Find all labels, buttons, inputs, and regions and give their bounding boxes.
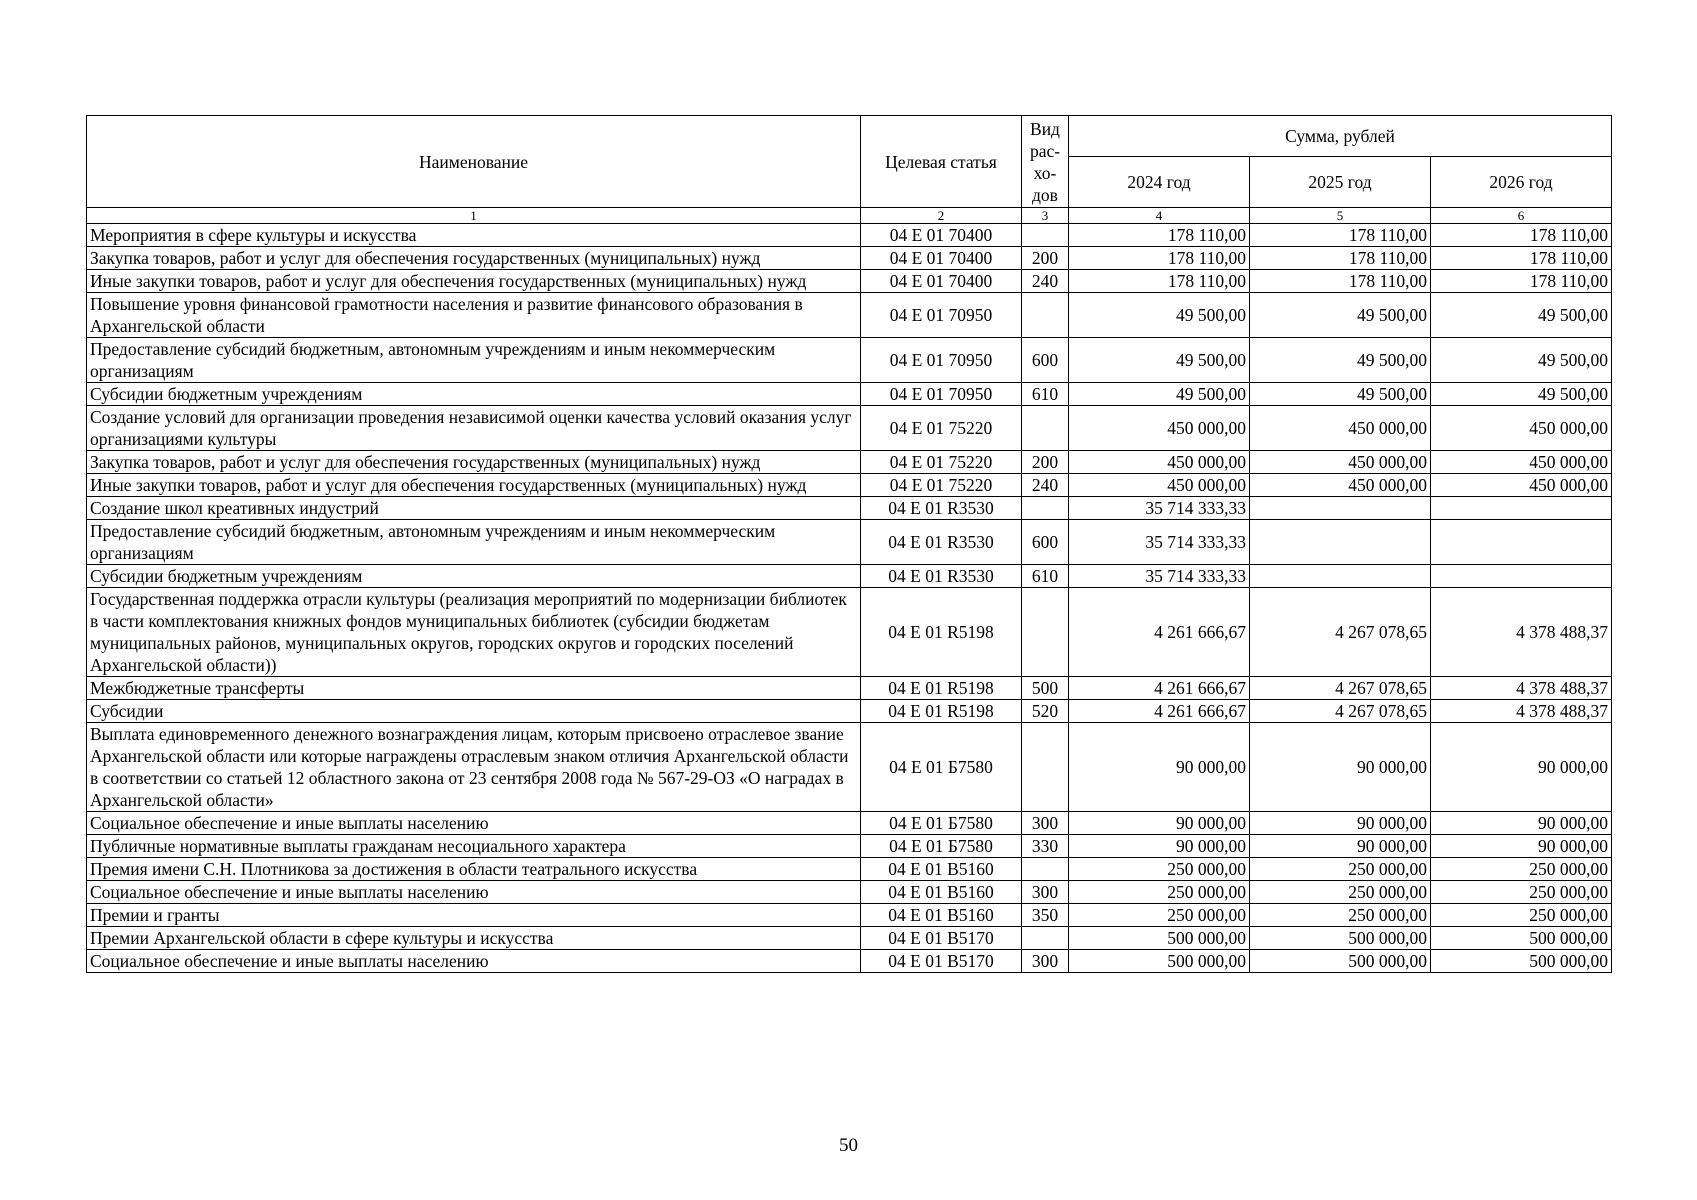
- row-expense-type: [1022, 406, 1069, 451]
- row-name: Создание школ креативных индустрий: [87, 497, 861, 520]
- row-amount-2026: 450 000,00: [1431, 406, 1612, 451]
- header-year-2024: 2024 год: [1069, 157, 1250, 208]
- row-amount-2026: [1431, 520, 1612, 565]
- row-name: Социальное обеспечение и иные выплаты населению: [87, 950, 861, 973]
- column-number-row: [87, 208, 1612, 224]
- table-row: [87, 293, 1612, 338]
- row-amount-2026: 90 000,00: [1431, 723, 1612, 812]
- row-amount-2024: 450 000,00: [1069, 474, 1250, 497]
- row-name: Создание условий для организации проведения независимой оценки качества условий оказания услуг организациями культуры: [87, 406, 861, 451]
- row-target-article: 04 Е 01 R5198: [861, 700, 1022, 723]
- table-row: [87, 270, 1612, 293]
- row-amount-2026: 450 000,00: [1431, 474, 1612, 497]
- row-amount-2024: 35 714 333,33: [1069, 497, 1250, 520]
- table-row: [87, 224, 1612, 247]
- row-amount-2025: [1250, 497, 1431, 520]
- row-expense-type: 610: [1022, 565, 1069, 588]
- row-amount-2024: 49 500,00: [1069, 293, 1250, 338]
- row-amount-2026: 49 500,00: [1431, 383, 1612, 406]
- row-name: Государственная поддержка отрасли культуры (реализация мероприятий по модернизации библиотек в части комплектования книжных фондов муниципальных библиотек (субсидии бюджетам муниципальных районов, муниципальных округов, городских округов и городских поселений Архангельской области)): [87, 588, 861, 677]
- row-name: Премия имени С.Н. Плотникова за достижения в области театрального искусства: [87, 858, 861, 881]
- table-row: [87, 927, 1612, 950]
- row-amount-2026: [1431, 565, 1612, 588]
- header-year-2026: 2026 год: [1431, 157, 1612, 208]
- row-expense-type: 520: [1022, 700, 1069, 723]
- row-amount-2026: 178 110,00: [1431, 247, 1612, 270]
- header-expense-type-line: Вид: [1030, 118, 1060, 139]
- row-amount-2025: 250 000,00: [1250, 904, 1431, 927]
- row-amount-2026: [1431, 497, 1612, 520]
- row-amount-2025: 450 000,00: [1250, 451, 1431, 474]
- table-row: [87, 950, 1612, 973]
- row-amount-2024: 35 714 333,33: [1069, 520, 1250, 565]
- column-number: 6: [1431, 208, 1612, 224]
- row-expense-type: [1022, 927, 1069, 950]
- table-row: [87, 881, 1612, 904]
- row-expense-type: 600: [1022, 338, 1069, 383]
- row-amount-2024: 90 000,00: [1069, 723, 1250, 812]
- row-target-article: 04 Е 01 В5160: [861, 858, 1022, 881]
- table-row: [87, 858, 1612, 881]
- header-expense-type-line: хо-: [1033, 162, 1057, 183]
- table-row: [87, 247, 1612, 270]
- row-amount-2026: 250 000,00: [1431, 858, 1612, 881]
- row-target-article: 04 Е 01 75220: [861, 451, 1022, 474]
- row-amount-2024: 4 261 666,67: [1069, 677, 1250, 700]
- row-amount-2024: 49 500,00: [1069, 383, 1250, 406]
- row-name: Социальное обеспечение и иные выплаты населению: [87, 881, 861, 904]
- row-name: Выплата единовременного денежного вознаграждения лицам, которым присвоено отраслевое звание Архангельской области или которые награждены отраслевым знаком отличия Архангельской области в соответствии со статьей 12 областного закона от 23 сентября 2008 года № 567-29-ОЗ «О наградах в Архангельской области»: [87, 723, 861, 812]
- row-expense-type: 350: [1022, 904, 1069, 927]
- page-number: 50: [839, 1135, 858, 1156]
- table-row: [87, 723, 1612, 812]
- row-target-article: 04 Е 01 R3530: [861, 565, 1022, 588]
- row-amount-2024: 35 714 333,33: [1069, 565, 1250, 588]
- row-amount-2024: 250 000,00: [1069, 904, 1250, 927]
- column-number: 1: [87, 208, 861, 224]
- row-amount-2024: 90 000,00: [1069, 812, 1250, 835]
- row-name: Премии Архангельской области в сфере культуры и искусства: [87, 927, 861, 950]
- row-target-article: 04 Е 01 70400: [861, 270, 1022, 293]
- row-amount-2024: 250 000,00: [1069, 881, 1250, 904]
- row-amount-2025: 178 110,00: [1250, 247, 1431, 270]
- row-amount-2025: 178 110,00: [1250, 224, 1431, 247]
- row-target-article: 04 Е 01 R5198: [861, 588, 1022, 677]
- table-row: [87, 588, 1612, 677]
- row-amount-2024: 450 000,00: [1069, 406, 1250, 451]
- row-amount-2026: 4 378 488,37: [1431, 677, 1612, 700]
- row-amount-2025: [1250, 520, 1431, 565]
- row-amount-2024: 500 000,00: [1069, 950, 1250, 973]
- row-name: Закупка товаров, работ и услуг для обеспечения государственных (муниципальных) нужд: [87, 247, 861, 270]
- row-target-article: 04 Е 01 70400: [861, 247, 1022, 270]
- row-target-article: 04 Е 01 70400: [861, 224, 1022, 247]
- row-amount-2024: 4 261 666,67: [1069, 700, 1250, 723]
- row-name: Субсидии: [87, 700, 861, 723]
- header-expense-type-line: рас-: [1029, 140, 1061, 161]
- row-amount-2024: 178 110,00: [1069, 270, 1250, 293]
- row-amount-2024: 178 110,00: [1069, 247, 1250, 270]
- row-expense-type: 300: [1022, 812, 1069, 835]
- table-row: [87, 406, 1612, 451]
- row-expense-type: 200: [1022, 247, 1069, 270]
- row-target-article: 04 Е 01 В5160: [861, 881, 1022, 904]
- row-amount-2025: 90 000,00: [1250, 812, 1431, 835]
- row-amount-2024: 250 000,00: [1069, 858, 1250, 881]
- row-name: Предоставление субсидий бюджетным, автономным учреждениям и иным некоммерческим организациям: [87, 520, 861, 565]
- row-amount-2025: 4 267 078,65: [1250, 700, 1431, 723]
- header-name: Наименование: [87, 116, 861, 208]
- row-amount-2024: 49 500,00: [1069, 338, 1250, 383]
- row-amount-2024: 450 000,00: [1069, 451, 1250, 474]
- row-target-article: 04 Е 01 75220: [861, 406, 1022, 451]
- row-expense-type: 500: [1022, 677, 1069, 700]
- row-target-article: 04 Е 01 В5170: [861, 950, 1022, 973]
- row-amount-2025: 90 000,00: [1250, 835, 1431, 858]
- row-expense-type: [1022, 224, 1069, 247]
- row-target-article: 04 Е 01 R3530: [861, 497, 1022, 520]
- header-year-2025: 2025 год: [1250, 157, 1431, 208]
- table-row: [87, 520, 1612, 565]
- table-row: [87, 565, 1612, 588]
- row-amount-2026: 450 000,00: [1431, 451, 1612, 474]
- row-target-article: 04 Е 01 Б7580: [861, 723, 1022, 812]
- table-row: [87, 497, 1612, 520]
- row-name: Мероприятия в сфере культуры и искусства: [87, 224, 861, 247]
- row-name: Иные закупки товаров, работ и услуг для обеспечения государственных (муниципальных) нужд: [87, 270, 861, 293]
- row-expense-type: [1022, 293, 1069, 338]
- row-target-article: 04 Е 01 Б7580: [861, 835, 1022, 858]
- row-amount-2025: 250 000,00: [1250, 858, 1431, 881]
- header-expense-type-line: дов: [1032, 184, 1058, 205]
- row-amount-2024: 4 261 666,67: [1069, 588, 1250, 677]
- row-target-article: 04 Е 01 R5198: [861, 677, 1022, 700]
- row-amount-2026: 250 000,00: [1431, 881, 1612, 904]
- budget-table: [86, 115, 1612, 973]
- row-expense-type: 200: [1022, 451, 1069, 474]
- row-amount-2025: 49 500,00: [1250, 383, 1431, 406]
- row-expense-type: [1022, 588, 1069, 677]
- row-name: Предоставление субсидий бюджетным, автономным учреждениям и иным некоммерческим организациям: [87, 338, 861, 383]
- table-row: [87, 677, 1612, 700]
- row-amount-2024: 500 000,00: [1069, 927, 1250, 950]
- row-amount-2024: 90 000,00: [1069, 835, 1250, 858]
- row-target-article: 04 Е 01 70950: [861, 338, 1022, 383]
- column-number: 3: [1022, 208, 1069, 224]
- row-amount-2026: 250 000,00: [1431, 904, 1612, 927]
- row-amount-2026: 178 110,00: [1431, 224, 1612, 247]
- row-name: Субсидии бюджетным учреждениям: [87, 383, 861, 406]
- row-amount-2025: 450 000,00: [1250, 406, 1431, 451]
- row-amount-2024: 178 110,00: [1069, 224, 1250, 247]
- row-amount-2026: 4 378 488,37: [1431, 700, 1612, 723]
- row-name: Публичные нормативные выплаты гражданам несоциального характера: [87, 835, 861, 858]
- row-amount-2026: 500 000,00: [1431, 950, 1612, 973]
- table-row: [87, 812, 1612, 835]
- header-expense-type: [1022, 116, 1069, 208]
- row-amount-2025: 4 267 078,65: [1250, 588, 1431, 677]
- row-target-article: 04 Е 01 70950: [861, 383, 1022, 406]
- row-amount-2026: 49 500,00: [1431, 293, 1612, 338]
- table-row: [87, 835, 1612, 858]
- row-amount-2025: 250 000,00: [1250, 881, 1431, 904]
- row-expense-type: 240: [1022, 270, 1069, 293]
- row-amount-2025: 500 000,00: [1250, 927, 1431, 950]
- table-row: [87, 383, 1612, 406]
- row-expense-type: 610: [1022, 383, 1069, 406]
- row-expense-type: 330: [1022, 835, 1069, 858]
- row-amount-2026: 90 000,00: [1431, 835, 1612, 858]
- row-amount-2026: 178 110,00: [1431, 270, 1612, 293]
- table-row: [87, 474, 1612, 497]
- header-sum: Сумма, рублей: [1069, 116, 1612, 157]
- row-amount-2025: 178 110,00: [1250, 270, 1431, 293]
- header-target-article: Целевая статья: [861, 116, 1022, 208]
- row-amount-2026: 4 378 488,37: [1431, 588, 1612, 677]
- row-amount-2025: 500 000,00: [1250, 950, 1431, 973]
- row-amount-2025: 90 000,00: [1250, 723, 1431, 812]
- row-name: Повышение уровня финансовой грамотности населения и развитие финансового образования в Архангельской области: [87, 293, 861, 338]
- column-number: 5: [1250, 208, 1431, 224]
- row-name: Закупка товаров, работ и услуг для обеспечения государственных (муниципальных) нужд: [87, 451, 861, 474]
- column-number: 4: [1069, 208, 1250, 224]
- row-name: Премии и гранты: [87, 904, 861, 927]
- row-amount-2025: 4 267 078,65: [1250, 677, 1431, 700]
- table-row: [87, 904, 1612, 927]
- table-row: [87, 451, 1612, 474]
- column-number: 2: [861, 208, 1022, 224]
- row-expense-type: 300: [1022, 881, 1069, 904]
- row-target-article: 04 Е 01 В5160: [861, 904, 1022, 927]
- row-name: Социальное обеспечение и иные выплаты населению: [87, 812, 861, 835]
- row-amount-2025: [1250, 565, 1431, 588]
- row-expense-type: 300: [1022, 950, 1069, 973]
- row-amount-2025: 49 500,00: [1250, 293, 1431, 338]
- row-name: Межбюджетные трансферты: [87, 677, 861, 700]
- row-amount-2025: 49 500,00: [1250, 338, 1431, 383]
- table-row: [87, 338, 1612, 383]
- row-name: Иные закупки товаров, работ и услуг для обеспечения государственных (муниципальных) нужд: [87, 474, 861, 497]
- row-name: Субсидии бюджетным учреждениям: [87, 565, 861, 588]
- row-target-article: 04 Е 01 75220: [861, 474, 1022, 497]
- row-expense-type: 240: [1022, 474, 1069, 497]
- row-expense-type: [1022, 497, 1069, 520]
- row-target-article: 04 Е 01 70950: [861, 293, 1022, 338]
- row-amount-2026: 90 000,00: [1431, 812, 1612, 835]
- row-expense-type: [1022, 723, 1069, 812]
- row-amount-2026: 500 000,00: [1431, 927, 1612, 950]
- row-expense-type: [1022, 858, 1069, 881]
- row-target-article: 04 Е 01 Б7580: [861, 812, 1022, 835]
- table-row: [87, 700, 1612, 723]
- row-target-article: 04 Е 01 R3530: [861, 520, 1022, 565]
- row-amount-2026: 49 500,00: [1431, 338, 1612, 383]
- row-amount-2025: 450 000,00: [1250, 474, 1431, 497]
- row-expense-type: 600: [1022, 520, 1069, 565]
- row-target-article: 04 Е 01 В5170: [861, 927, 1022, 950]
